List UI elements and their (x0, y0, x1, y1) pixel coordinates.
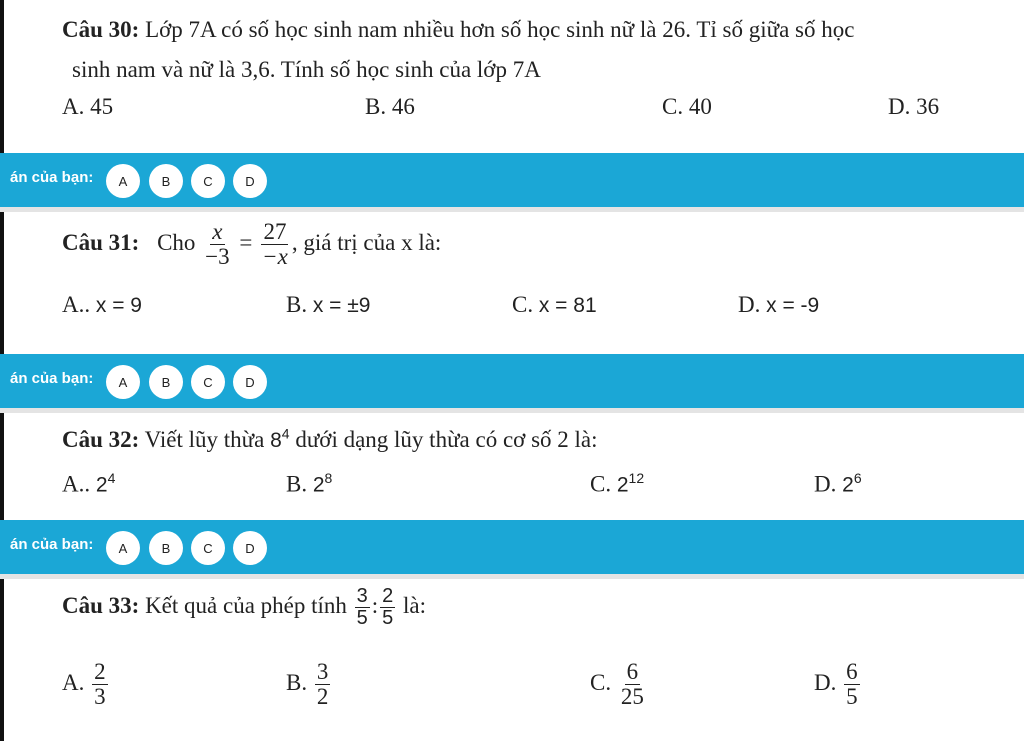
choice-a-button[interactable]: A (106, 365, 140, 399)
fraction-x-over-minus3: $\frac{x}{-3}$ (205, 219, 230, 270)
fraction-27-over-minus-x: $\frac{27}{-x}$ (262, 219, 288, 270)
question-33 (62, 586, 426, 629)
answer-bar-32 (0, 520, 1024, 574)
question-30-line2: sinh nam và nữ là 3,6. Tính số học sinh của lớp 7A (72, 57, 541, 82)
question-text: Cho (157, 229, 196, 255)
power-exponent: 4 (281, 425, 290, 442)
q32-option-b: B. $2^8$ (286, 470, 333, 497)
answer-bar-30 (0, 153, 1024, 207)
q33-option-c: C. $\frac{6}{25}$ (590, 659, 644, 710)
bar-divider (0, 207, 1024, 212)
question-title: Câu 30: (62, 17, 140, 42)
q32-option-c: C. $2^{12}$ (590, 470, 645, 497)
q33-option-a: A. $\frac{2}{3}$ (62, 659, 106, 710)
answer-label: án của bạn: (10, 370, 94, 387)
choice-b-button[interactable]: B (149, 531, 183, 565)
choice-c-button[interactable]: C (191, 531, 225, 565)
fraction-2-over-5: $\frac{2}{5}$ (382, 585, 394, 629)
q30-option-d: D. 36 (888, 94, 940, 119)
q33-option-d: D. $\frac{6}{5}$ (814, 659, 858, 710)
question-text: Lớp 7A có số học sinh nam nhiều hơn số học sinh nữ là 26. Tỉ số giữa số học (145, 17, 855, 42)
option-fraction: $\frac{6}{5}$ (846, 659, 858, 710)
choice-a-button[interactable]: A (106, 164, 140, 198)
question-32 (62, 424, 598, 455)
choice-a-button[interactable]: A (106, 531, 140, 565)
q30-option-a: A. 45 (62, 94, 114, 119)
power-base: 8 (270, 429, 282, 452)
choice-b-button[interactable]: B (149, 365, 183, 399)
question-tail: dưới dạng lũy thừa có cơ số 2 là: (295, 427, 598, 452)
division-sign: : (371, 592, 379, 618)
fraction-3-over-5: $\frac{3}{5}$ (356, 585, 368, 629)
option-fraction: $\frac{3}{2}$ (316, 659, 329, 710)
choice-c-button[interactable]: C (191, 365, 225, 399)
q31-option-d: D. x = -9 (738, 292, 820, 317)
question-title: Câu 31: (62, 229, 140, 255)
question-tail: là: (403, 592, 427, 618)
q30-option-c: C. 40 (662, 94, 712, 119)
answer-bar-31 (0, 354, 1024, 408)
q31-option-c: C. x = 81 (512, 292, 597, 317)
choice-b-button[interactable]: B (149, 164, 183, 198)
q33-option-b: B. $\frac{3}{2}$ (286, 659, 329, 710)
question-text: Viết lũy thừa (144, 427, 265, 452)
q31-option-b: B. x = ±9 (286, 292, 371, 317)
choice-d-button[interactable]: D (233, 164, 267, 198)
option-fraction: $\frac{6}{25}$ (620, 659, 644, 710)
answer-label: án của bạn: (10, 169, 94, 186)
choice-c-button[interactable]: C (191, 164, 225, 198)
choice-d-button[interactable]: D (233, 531, 267, 565)
q31-option-a: A.. x = 9 (62, 292, 142, 317)
answer-label: án của bạn: (10, 536, 94, 553)
q32-option-a: A.. $2^4$ (62, 470, 116, 497)
choice-d-button[interactable]: D (233, 365, 267, 399)
q30-option-b: B. 46 (365, 94, 415, 119)
question-31 (62, 220, 441, 269)
question-title: Câu 33: (62, 592, 140, 618)
question-tail: , giá trị của x là: (291, 229, 442, 255)
bar-divider (0, 408, 1024, 413)
question-text: Kết quả của phép tính (145, 592, 347, 618)
option-fraction: $\frac{2}{3}$ (94, 659, 106, 710)
bar-divider (0, 574, 1024, 579)
question-30 (62, 14, 854, 45)
q32-option-d: D. $2^6$ (814, 470, 862, 497)
question-title: Câu 32: (62, 427, 140, 452)
equals-sign: = (239, 229, 253, 255)
